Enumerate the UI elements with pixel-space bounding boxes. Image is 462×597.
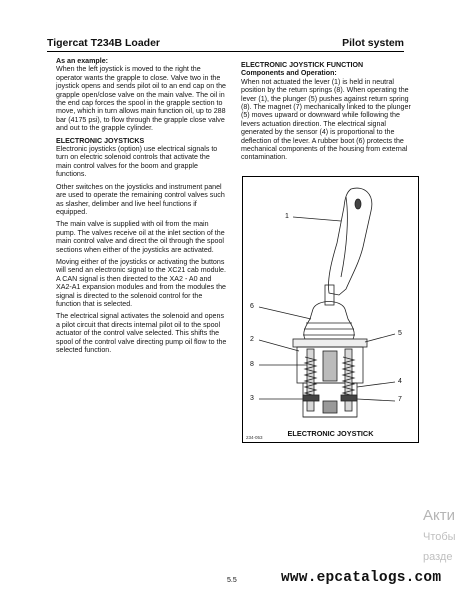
joystick-cross-section-drawing	[243, 177, 418, 442]
callout-4: 4	[398, 378, 402, 385]
paragraph-electronic-joysticks: Electronic joysticks (option) use electrical signals to turn on electric solenoid controls that activate the main control valves for the boom and grapple functions.	[56, 145, 218, 179]
callout-2: 2	[250, 336, 254, 343]
section-title: Pilot system	[342, 37, 404, 49]
callout-6: 6	[250, 303, 254, 310]
header-divider	[47, 51, 404, 52]
figure-caption: ELECTRONIC JOYSTICK	[287, 429, 374, 438]
right-column	[241, 61, 417, 162]
example-paragraph: When the left joystick is moved to the right the operator wants the grapple to close. Valve two in the joystick opens and sends pilot oil to an end cap on the grapple open/close valve on the main valve. The oil in the end cap forces the spool in the grapple section to move, which in turn allows main function oil, up to 288 bar (4175 psi), to flow through the grapple close valve and out to the grapple cylinder.	[56, 65, 226, 133]
callout-8: 8	[250, 361, 254, 368]
activation-overlay-line3: разде	[423, 551, 453, 563]
joystick-function-paragraph: When not actuated the lever (1) is held in neutral position by the return springs (8). When operating the lever (1), the plunger (5) pushes against return spring (8). The magnet (7) mechanically linked to the plunger (5) moves upward or downward while following the levers actuation direction. The electrical signal generated by the sensor (4) is proportional to the deflection of the lever. A rubber boot (6) protects the mechanical components of the housing from external contamination.	[241, 77, 411, 162]
left-column	[56, 57, 227, 358]
electronic-joysticks-heading: ELECTRONIC JOYSTICKS	[56, 136, 145, 145]
paragraph-can-signal: Moving either of the joysticks or activating the buttons will send an electronic signal to the XC21 cab module. A CAN signal is then directed to the XA2 - A0 and XA2-A1 expansion modules and from the modules the signal is directed to the solenoid control for the function that is selected.	[56, 257, 226, 308]
paragraph-solenoid: The electrical signal activates the solenoid and opens a pilot circuit that directs internal pilot oil to the spool actuator of the control valve selected. This shifts the spool of the control valve directing pump oil flow to the selected function.	[56, 312, 227, 354]
example-heading: As an example:	[56, 57, 109, 65]
activation-overlay-line1: Акти	[423, 507, 455, 524]
figure-code: 234-053	[246, 435, 263, 440]
paragraph-other-switches: Other switches on the joysticks and instrument panel are used to operate the remaining control valves such as slasher, delimber and live heel functions if equipped.	[56, 182, 225, 216]
paragraph-main-valve: The main valve is supplied with oil from the main pump. The valves receive oil at the inlet section of the main control valve and direct the oil through the spool sections when either of the joysticks are activated.	[56, 220, 225, 254]
callout-1: 1	[285, 213, 289, 220]
callout-7: 7	[398, 396, 402, 403]
callout-5: 5	[398, 330, 402, 337]
page-number: 5.5	[227, 577, 237, 584]
activation-overlay-line2: Чтобы	[423, 531, 456, 543]
callout-3: 3	[250, 395, 254, 402]
joystick-function-heading: ELECTRONIC JOYSTICK FUNCTION	[241, 61, 364, 69]
components-subheading: Components and Operation:	[241, 69, 337, 78]
watermark-url: www.epcatalogs.com	[281, 570, 442, 586]
joystick-figure	[242, 176, 419, 443]
document-title: Tigercat T234B Loader	[47, 37, 161, 49]
